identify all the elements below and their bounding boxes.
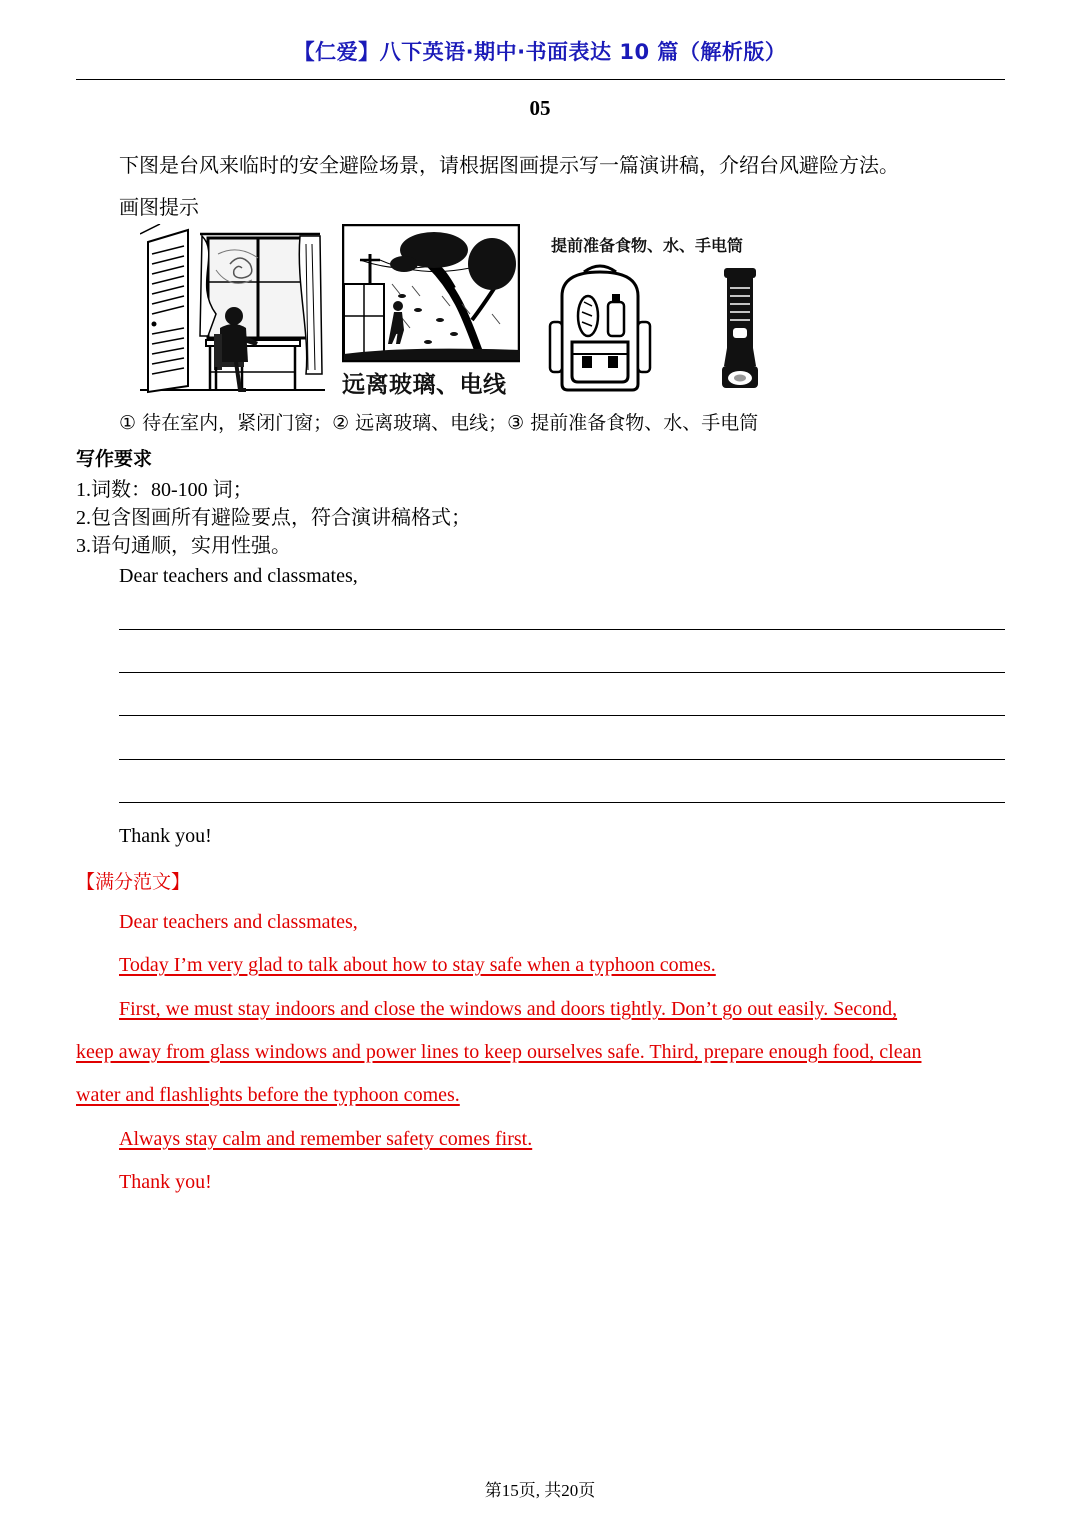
supplies-label: 提前准备食物、水、手电筒 (551, 236, 744, 255)
keep-away-picture (342, 224, 520, 398)
model-essay-line: keep away from glass windows and power lines to keep ourselves safe. Third, prepare enough food, clean (76, 1041, 922, 1063)
keep-away-label: 远离玻璃、电线 (342, 372, 507, 398)
writing-closing: Thank you! (119, 825, 212, 847)
model-essay-line: Always stay calm and remember safety comes first. (119, 1128, 533, 1150)
model-essay-label: 【满分范文】 (76, 871, 191, 893)
answer-blank-line[interactable] (119, 672, 1005, 673)
model-essay-line: Today I’m very glad to talk about how to stay safe when a typhoon comes. (119, 954, 716, 976)
picture-hints: ① 待在室内，紧闭门窗；② 远离玻璃、电线；③ 提前准备食物、水、手电筒 (119, 412, 759, 434)
stay-indoors-picture (140, 224, 325, 394)
section-number: 05 (529, 96, 551, 120)
answer-blank-line[interactable] (119, 759, 1005, 760)
requirement-item: 2.包含图画所有避险要点，符合演讲稿格式； (76, 507, 471, 529)
answer-blank-line[interactable] (119, 715, 1005, 716)
model-essay-line: First, we must stay indoors and close the windows and doors tightly. Don’t go out easily. Second, (119, 998, 898, 1020)
model-essay-greeting: Dear teachers and classmates, (119, 911, 358, 933)
requirement-item: 3.语句通顺，实用性强。 (76, 535, 291, 557)
writing-greeting: Dear teachers and classmates, (119, 565, 358, 587)
header-title: 【仁爱】八下英语·期中·书面表达 10 篇（解析版） (293, 40, 787, 64)
answer-blank-line[interactable] (119, 802, 1005, 803)
header-divider (76, 79, 1005, 80)
backpack-icon (544, 262, 656, 392)
answer-blank-line[interactable] (119, 629, 1005, 630)
requirements-heading: 写作要求 (76, 448, 153, 470)
flashlight-icon (718, 266, 762, 392)
model-essay-closing: Thank you! (119, 1171, 212, 1193)
requirement-item: 1.词数：80-100 词； (76, 479, 253, 501)
model-essay-line: water and flashlights before the typhoon comes. (76, 1084, 460, 1106)
hint-label: 画图提示 (119, 197, 199, 219)
page-footer: 第15页, 共20页 (484, 1481, 596, 1500)
prompt-intro: 下图是台风来临时的安全避险场景，请根据图画提示写一篇演讲稿，介绍台风避险方法。 (119, 155, 899, 177)
